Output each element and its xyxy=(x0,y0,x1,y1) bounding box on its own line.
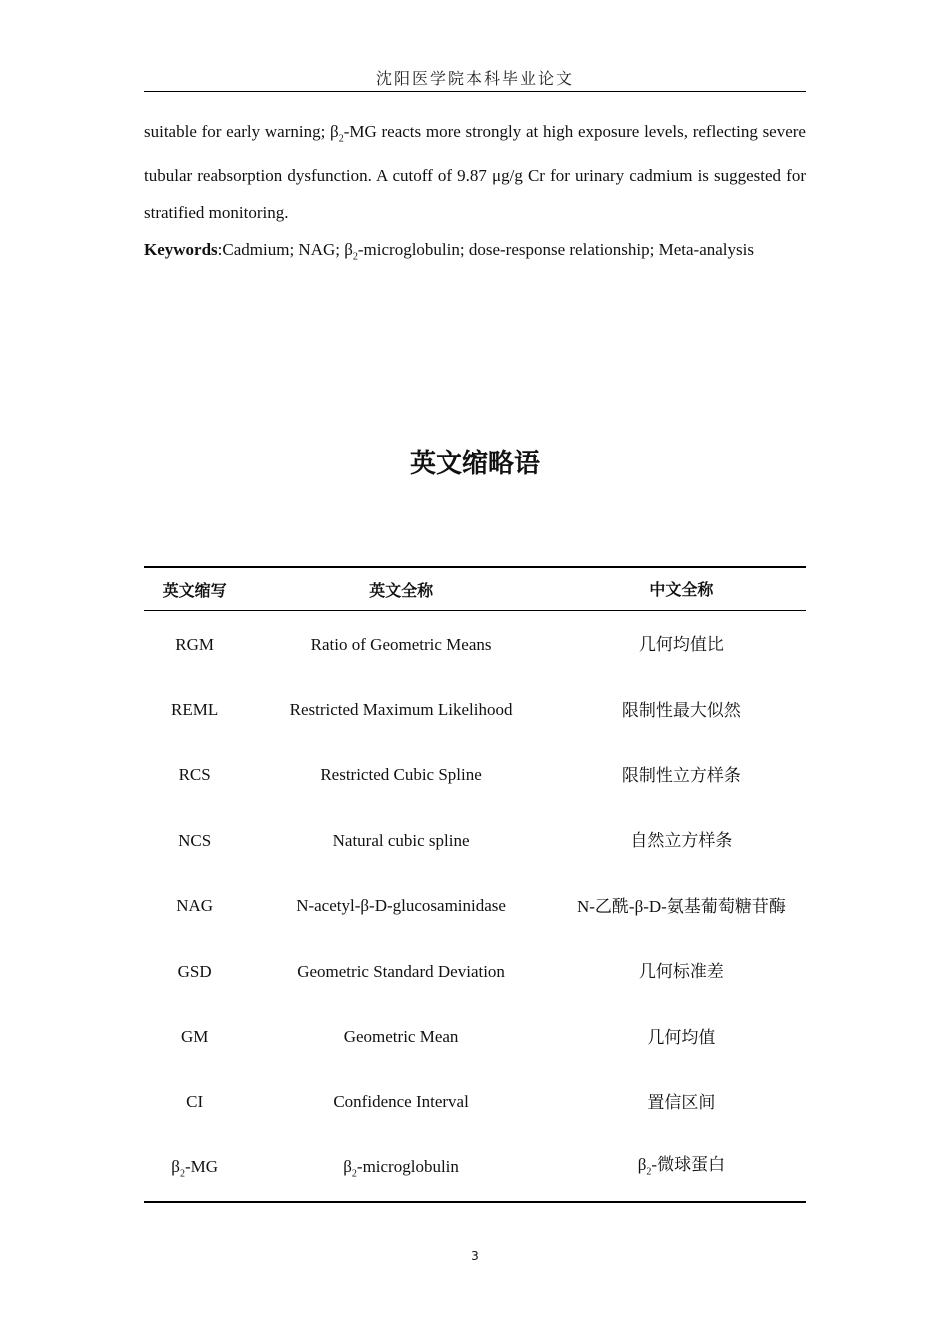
subscript: 2 xyxy=(338,133,344,145)
cell-full-en: Geometric Mean xyxy=(343,1027,459,1047)
cell-text: β xyxy=(171,1156,180,1176)
cell-text: β xyxy=(343,1156,352,1176)
cell-full-cn: 几何标准差 xyxy=(638,962,724,982)
keywords-text-part: -microglobulin; dose-response relationship; Meta-analysis xyxy=(357,240,754,260)
abbreviations-title: 英文缩略语 xyxy=(409,449,540,479)
subscript: 2 xyxy=(646,1166,652,1178)
table-row xyxy=(144,611,806,678)
cell-full-en: Natural cubic spline xyxy=(332,830,470,850)
cell-full-en: Confidence Interval xyxy=(333,1092,469,1112)
cell-full-cn: 几何均值比 xyxy=(638,635,724,655)
abstract-text-part: suitable for early warning; β xyxy=(144,122,339,141)
header-abbr: 英文缩写 xyxy=(144,567,245,611)
header-full-cn: 中文全称 xyxy=(557,567,806,611)
cell-abbr: NAG xyxy=(176,896,214,916)
table-row xyxy=(144,874,806,939)
table-row xyxy=(144,939,806,1004)
subscript: 2 xyxy=(352,251,358,263)
table-row xyxy=(144,1004,806,1069)
cell-full-en xyxy=(245,1135,557,1201)
cell-full-cn: 自然立方样条 xyxy=(630,831,733,851)
abstract-continuation xyxy=(144,113,806,276)
cell-full-en: Geometric Standard Deviation xyxy=(297,961,505,981)
cell-full-cn: 限制性最大似然 xyxy=(621,700,741,720)
cell-full-en: Ratio of Geometric Means xyxy=(310,634,492,654)
table-row xyxy=(144,808,806,873)
abstract-text xyxy=(144,113,806,231)
cell-full-cn: 几何均值 xyxy=(647,1027,716,1047)
cell-full-en: Restricted Maximum Likelihood xyxy=(289,700,513,720)
cell-text: -MG xyxy=(184,1156,219,1176)
cell-full-cn xyxy=(557,1135,806,1201)
header-full-en: 英文全称 xyxy=(245,567,557,611)
page-header: 沈阳医学院本科毕业论文 xyxy=(375,69,574,88)
cell-full-en: N-acetyl-β-D-glucosaminidase xyxy=(296,896,506,916)
cell-full-en: Restricted Cubic Spline xyxy=(320,765,482,785)
cell-abbr: CI xyxy=(186,1092,204,1112)
subscript: 2 xyxy=(179,1168,185,1180)
cell-abbr: GM xyxy=(180,1027,209,1047)
cell-abbr: RCS xyxy=(178,765,211,785)
table-row xyxy=(144,677,806,742)
table-row xyxy=(144,743,806,808)
abbreviations-table xyxy=(144,566,806,1203)
cell-full-cn: 限制性立方样条 xyxy=(621,765,741,785)
header-rule xyxy=(144,91,806,92)
cell-abbr: NCS xyxy=(178,830,212,850)
table-header-row xyxy=(144,567,806,611)
cell-abbr: RGM xyxy=(175,634,215,654)
cell-full-cn: 置信区间 xyxy=(647,1092,716,1112)
cell-full-cn: N-乙酰-β-D-氨基葡萄糖苷酶 xyxy=(576,896,786,916)
cell-abbr xyxy=(144,1135,245,1201)
subscript: 2 xyxy=(351,1168,357,1180)
cell-text: -microglobulin xyxy=(356,1156,459,1176)
page-number: 3 xyxy=(471,1249,479,1263)
keywords-text-part: :Cadmium; NAG; β xyxy=(217,240,353,260)
abstract-text-part: -MG reacts more strongly at high exposure levels, reflecting severe tubular reabsorption dysfunction. A cutoff of 9.87 μg/g Cr for urinary cadmium is suggested for stratified monitoring. xyxy=(144,122,806,223)
table-row xyxy=(144,1135,806,1201)
cell-abbr: GSD xyxy=(177,961,212,981)
cell-abbr: REML xyxy=(171,700,219,720)
keywords xyxy=(144,231,806,275)
cell-text: β xyxy=(637,1154,647,1174)
cell-text: -微球蛋白 xyxy=(651,1154,726,1174)
table-row xyxy=(144,1070,806,1135)
keywords-label: Keywords xyxy=(144,240,218,260)
